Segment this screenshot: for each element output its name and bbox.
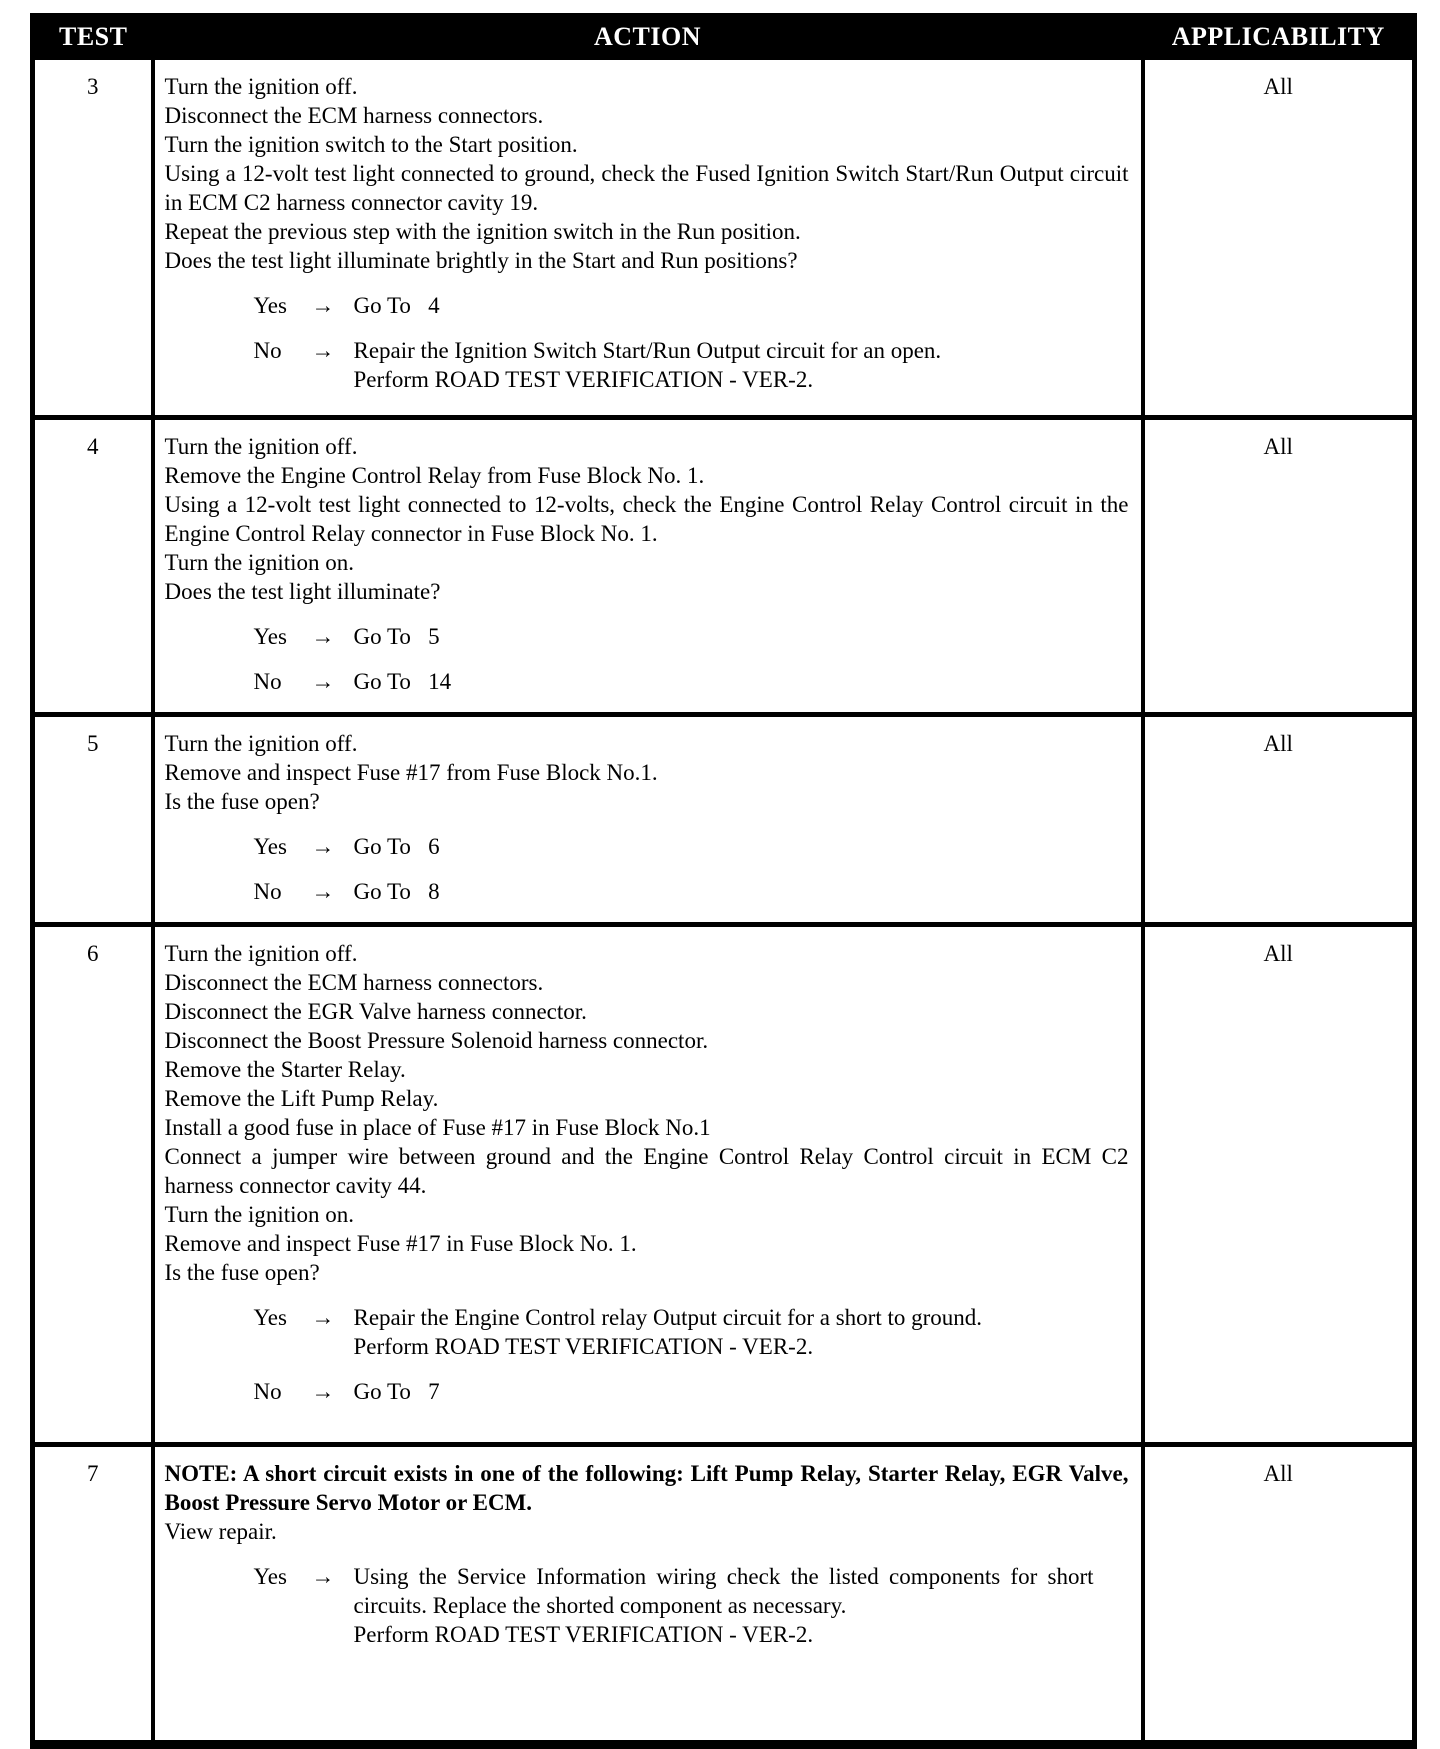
action-step-line: Remove the Engine Control Relay from Fuse Block No. 1.	[164, 463, 705, 488]
decision-result	[354, 336, 942, 394]
test-number: 7	[33, 1445, 153, 1745]
action-step-line: Turn the ignition on.	[164, 550, 355, 575]
column-header-action: ACTION	[153, 16, 1143, 58]
decision-result	[354, 291, 440, 320]
decision-answer: No	[253, 338, 282, 363]
arrow-right-icon: →	[311, 624, 335, 649]
action-step-line: Using a 12-volt test light connected to 12-volts, check the Engine Control Relay Control circuit in the Engine Control Relay connector in Fuse Block No. 1.	[164, 492, 1129, 546]
action-step-line: Remove the Starter Relay.	[164, 1057, 406, 1082]
decision-result	[354, 622, 440, 651]
decision-result-line: Using the Service Information wiring check the listed components for short circuits. Replace the shorted component as necessary.	[353, 1564, 1100, 1618]
action-cell	[153, 58, 1143, 418]
action-step-line: Does the test light illuminate?	[164, 579, 441, 604]
table-header-row	[33, 16, 1415, 58]
decision-result-line: Go To 14	[353, 669, 452, 694]
action-step-line: Disconnect the EGR Valve harness connector.	[164, 999, 587, 1024]
action-step-line: Turn the ignition off.	[164, 731, 358, 756]
decision-result	[354, 1303, 983, 1361]
action-steps	[165, 1459, 1129, 1546]
decision-answer: Yes	[253, 1305, 287, 1330]
column-header-test: TEST	[33, 16, 153, 58]
action-step-line: Remove the Lift Pump Relay.	[164, 1086, 439, 1111]
arrow-right-icon: →	[311, 338, 335, 363]
decision-answer: Yes	[253, 293, 287, 318]
column-header-applicability: APPLICABILITY	[1143, 16, 1415, 58]
action-cell	[153, 925, 1143, 1445]
test-rows-container	[33, 58, 1415, 1745]
decision-row	[254, 336, 1129, 394]
decision-result	[354, 832, 440, 861]
action-step-line: Repeat the previous step with the ignition switch in the Run position.	[164, 219, 801, 244]
decision-answer: No	[253, 879, 282, 904]
decision-result-line: Go To 4	[353, 293, 440, 318]
action-cell	[153, 418, 1143, 715]
arrow-right-icon: →	[311, 834, 335, 859]
applicability-value: All	[1143, 715, 1415, 925]
action-step-line: Turn the ignition on.	[164, 1202, 355, 1227]
decision-row	[254, 1303, 1129, 1361]
arrow-right-icon: →	[311, 1305, 335, 1330]
decision-list	[165, 1562, 1129, 1649]
decision-result-line: Go To 5	[353, 624, 440, 649]
decision-row	[254, 832, 1129, 861]
decision-list	[165, 832, 1129, 906]
action-steps	[165, 72, 1129, 275]
action-step-line: Remove and inspect Fuse #17 in Fuse Block No. 1.	[164, 1231, 637, 1256]
decision-answer: No	[253, 1379, 282, 1404]
action-step-line: Using a 12-volt test light connected to ground, check the Fused Ignition Switch Start/Run Output circuit in ECM C2 harness connector cavity 19.	[164, 161, 1129, 215]
action-step-line: Turn the ignition off.	[164, 74, 358, 99]
action-step-line: Is the fuse open?	[164, 1260, 320, 1285]
decision-result-line: Repair the Ignition Switch Start/Run Output circuit for an open.	[353, 338, 942, 363]
action-step-line: NOTE: A short circuit exists in one of the following: Lift Pump Relay, Starter Relay, EGR Valve, Boost Pressure Servo Motor or ECM.	[164, 1461, 1129, 1515]
decision-result-line: Perform ROAD TEST VERIFICATION - VER-2.	[353, 367, 814, 392]
action-step-line: Install a good fuse in place of Fuse #17 in Fuse Block No.1	[164, 1115, 711, 1140]
test-row	[33, 715, 1415, 925]
arrow-right-icon: →	[311, 293, 335, 318]
action-step-line: Does the test light illuminate brightly in the Start and Run positions?	[164, 248, 798, 273]
action-step-line: Disconnect the ECM harness connectors.	[164, 970, 544, 995]
decision-row	[254, 1377, 1129, 1406]
decision-result-line: Go To 7	[353, 1379, 440, 1404]
action-step-line: Turn the ignition off.	[164, 941, 358, 966]
decision-result-line: Go To 6	[353, 834, 440, 859]
test-row	[33, 418, 1415, 715]
action-step-line: Turn the ignition switch to the Start position.	[164, 132, 578, 157]
decision-answer: Yes	[253, 624, 287, 649]
decision-list	[165, 291, 1129, 394]
action-step-line: Turn the ignition off.	[164, 434, 358, 459]
applicability-value: All	[1143, 1445, 1415, 1745]
action-step-line: Is the fuse open?	[164, 789, 320, 814]
decision-result	[354, 667, 452, 696]
decision-answer: Yes	[253, 834, 287, 859]
decision-answer: No	[253, 669, 282, 694]
decision-result	[353, 1562, 1100, 1649]
action-cell	[153, 1445, 1143, 1745]
arrow-right-icon: →	[311, 879, 335, 904]
action-step-line: View repair.	[164, 1519, 277, 1544]
test-row	[33, 58, 1415, 418]
decision-row	[254, 622, 1129, 651]
decision-list	[165, 1303, 1129, 1406]
decision-result-line: Repair the Engine Control relay Output circuit for a short to ground.	[353, 1305, 983, 1330]
decision-row	[254, 1562, 1129, 1649]
action-steps	[165, 432, 1129, 606]
arrow-right-icon: →	[311, 1379, 335, 1404]
decision-list	[165, 622, 1129, 696]
action-step-line: Remove and inspect Fuse #17 from Fuse Block No.1.	[164, 760, 658, 785]
arrow-right-icon: →	[311, 669, 335, 694]
decision-row	[254, 877, 1129, 906]
action-step-line: Disconnect the Boost Pressure Solenoid harness connector.	[164, 1028, 709, 1053]
test-number: 4	[33, 418, 153, 715]
decision-row	[254, 667, 1129, 696]
test-number: 5	[33, 715, 153, 925]
action-step-line: Connect a jumper wire between ground and the Engine Control Relay Control circuit in ECM C2 harness connector cavity 44.	[164, 1144, 1129, 1198]
diagnostic-test-table	[30, 13, 1417, 1749]
applicability-value: All	[1143, 58, 1415, 418]
test-number: 6	[33, 925, 153, 1445]
action-cell	[153, 715, 1143, 925]
decision-result-line: Perform ROAD TEST VERIFICATION - VER-2.	[353, 1334, 814, 1359]
decision-result	[354, 877, 440, 906]
test-number: 3	[33, 58, 153, 418]
decision-result-line: Perform ROAD TEST VERIFICATION - VER-2.	[353, 1622, 814, 1647]
test-row	[33, 925, 1415, 1445]
decision-result	[354, 1377, 440, 1406]
decision-answer: Yes	[253, 1564, 287, 1589]
applicability-value: All	[1143, 418, 1415, 715]
action-steps	[165, 939, 1129, 1287]
decision-row	[254, 291, 1129, 320]
arrow-right-icon: →	[311, 1564, 335, 1589]
action-steps	[165, 729, 1129, 816]
applicability-value: All	[1143, 925, 1415, 1445]
test-row	[33, 1445, 1415, 1745]
decision-result-line: Go To 8	[353, 879, 440, 904]
action-step-line: Disconnect the ECM harness connectors.	[164, 103, 544, 128]
